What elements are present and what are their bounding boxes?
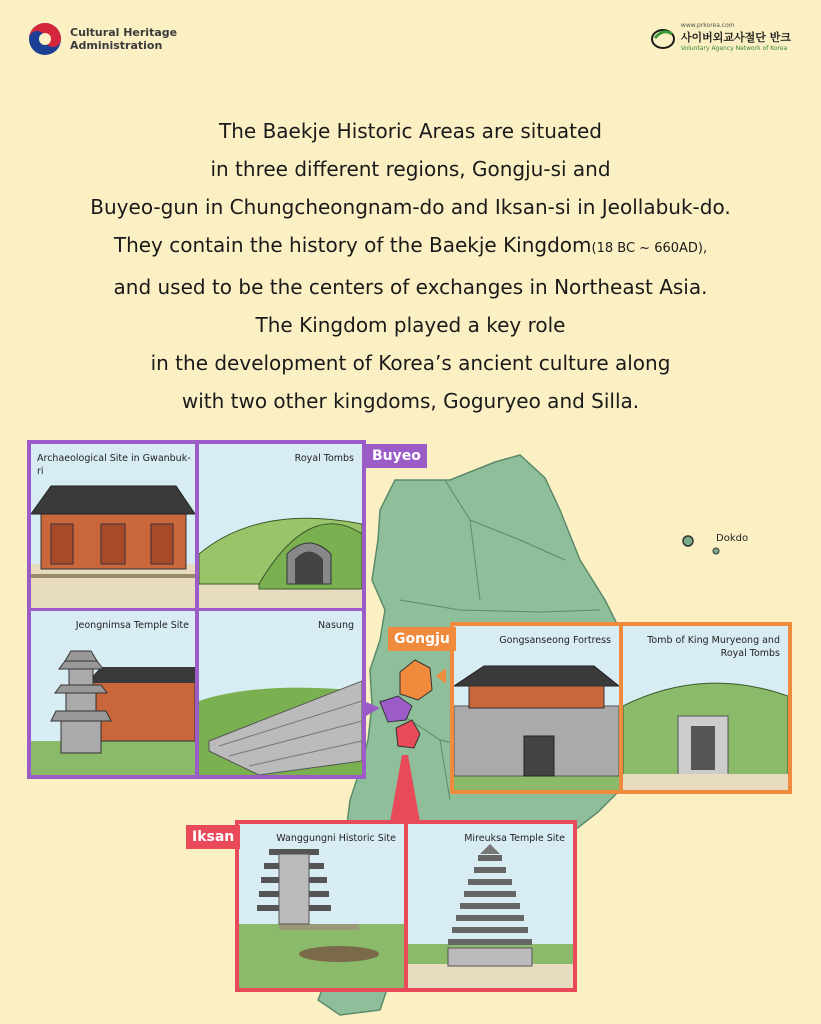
region-badge-gongju: Gongju (388, 627, 456, 651)
org-name-line2: Administration (70, 39, 163, 52)
site-name: Nasung (318, 620, 354, 631)
wanggungni-pagoda-illustration (239, 824, 404, 988)
dokdo-islet (713, 548, 719, 554)
mireuksa-pagoda-illustration (408, 824, 573, 988)
site-name: Royal Tombs (294, 453, 354, 464)
intro-line: The Baekje Historic Areas are situated (219, 119, 602, 143)
site-panel-nasung (199, 611, 362, 775)
nasung-wall-illustration (199, 611, 362, 775)
jeongnimsa-pagoda-illustration (31, 611, 195, 775)
intro-line: with two other kingdoms, Goguryeo and Silla. (181, 389, 640, 413)
gongju-site-grid (450, 622, 792, 794)
vank-url: www.prkorea.com (680, 22, 735, 29)
site-panel-gongsanseong (454, 626, 619, 790)
site-name: Gongsanseong Fortress (499, 635, 611, 646)
site-name: Archaeological Site in Gwanbuk-ri (37, 453, 191, 477)
site-panel-mireuksa (408, 824, 573, 988)
intro-line: in the development of Korea’s ancient culture along (150, 351, 671, 375)
region-badge-iksan: Iksan (186, 825, 240, 849)
site-name: Mireuksa Temple Site (464, 833, 565, 844)
intro-line: in three different regions, Gongju-si and (210, 157, 611, 181)
site-panel-gwanbuk-ri (31, 444, 195, 608)
vank-korean-name: 사이버외교사절단 반크 (680, 31, 791, 44)
intro-line: They contain the history of the Baekje Kingdom(18 BC ~ 660AD), (113, 233, 708, 257)
vank-english-name: Voluntary Agency Network of Korea (680, 45, 788, 52)
org-name-line1: Cultural Heritage (70, 26, 178, 39)
dokdo-island (683, 536, 693, 546)
intro-line: Buyeo-gun in Chungcheongnam-do and Iksan-si in Jeollabuk-do. (90, 195, 731, 219)
intro-line: The Kingdom played a key role (255, 313, 566, 337)
site-name: Jeongnimsa Temple Site (75, 620, 189, 631)
site-panel-king-muryeong (623, 626, 788, 790)
site-panel-wanggungni (239, 824, 404, 988)
site-name: Wanggungni Historic Site (276, 833, 396, 844)
region-badge-buyeo: Buyeo (366, 444, 427, 468)
site-name: Tomb of King Muryeong and Royal Tombs (647, 635, 780, 659)
intro-line: and used to be the centers of exchanges in Northeast Asia. (113, 275, 708, 299)
dokdo-label: Dokdo (716, 533, 749, 544)
site-panel-royal-tombs (199, 444, 362, 608)
royal-tombs-illustration (199, 444, 362, 608)
site-panel-jeongnimsa (31, 611, 195, 775)
gongsanseong-illustration (454, 626, 619, 790)
buyeo-site-grid (27, 440, 366, 779)
kingdom-dates: (18 BC ~ 660AD), (591, 241, 708, 256)
iksan-site-grid (235, 820, 577, 992)
